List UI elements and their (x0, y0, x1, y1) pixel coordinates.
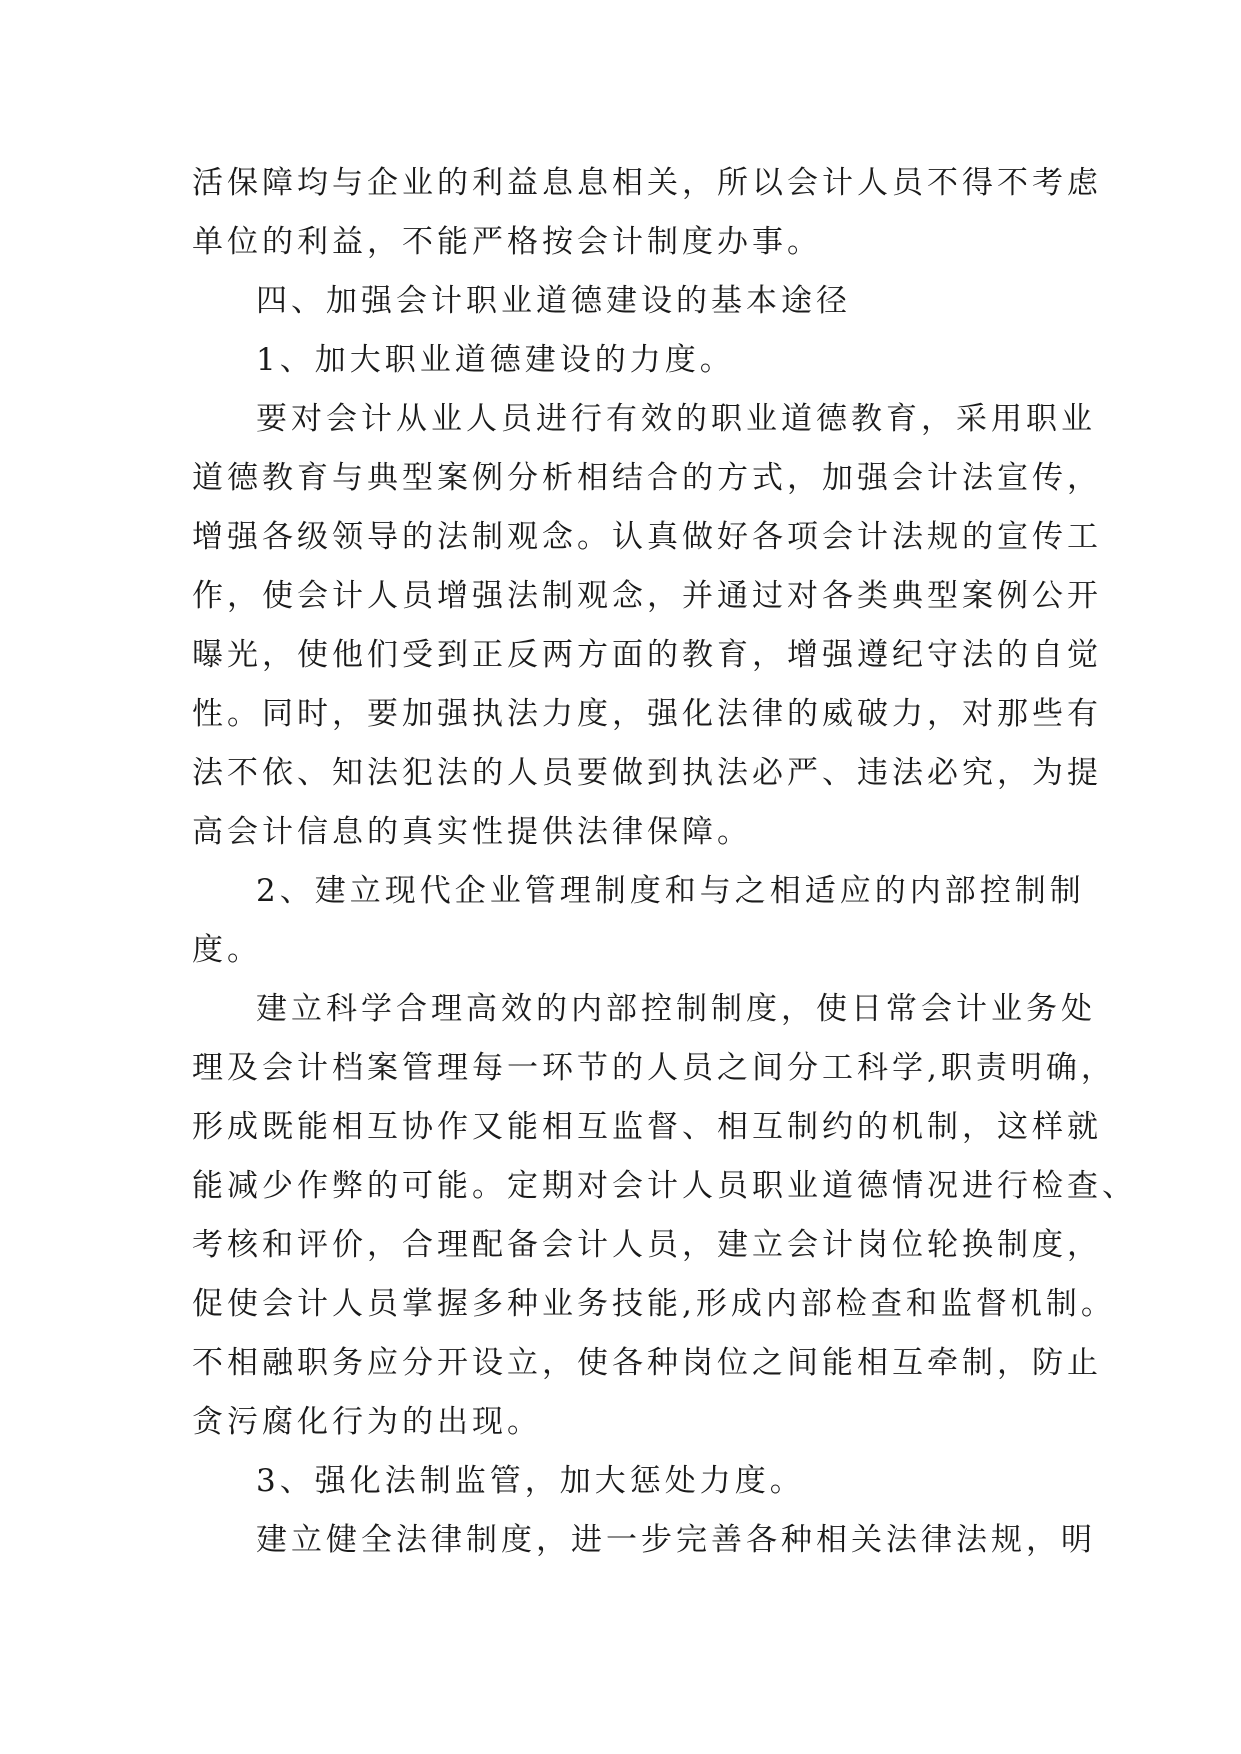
text-line: 增强各级领导的法制观念。认真做好各项会计法规的宣传工 (192, 519, 1102, 555)
text-line: 不相融职务应分开设立，使各种岗位之间能相互牵制，防止 (192, 1345, 1102, 1381)
text-line: 理及会计档案管理每一环节的人员之间分工科学,职责明确， (192, 1050, 1116, 1086)
text-line: 考核和评价，合理配备会计人员，建立会计岗位轮换制度， (192, 1227, 1102, 1263)
text-line: 形成既能相互协作又能相互监督、相互制约的机制，这样就 (192, 1109, 1102, 1145)
subsection-heading: 3、强化法制监管，加大惩处力度。 (256, 1463, 805, 1499)
text-line: 要对会计从业人员进行有效的职业道德教育，采用职业 (256, 401, 1096, 437)
text-line: 道德教育与典型案例分析相结合的方式，加强会计法宣传， (192, 460, 1102, 496)
text-line: 性。同时，要加强执法力度，强化法律的威破力，对那些有 (192, 696, 1102, 732)
text-line: 法不依、知法犯法的人员要做到执法必严、违法必究，为提 (192, 755, 1102, 791)
section-heading: 四、加强会计职业道德建设的基本途径 (256, 283, 851, 319)
text-line: 高会计信息的真实性提供法律保障。 (192, 814, 752, 850)
text-line: 作，使会计人员增强法制观念，并通过对各类典型案例公开 (192, 578, 1102, 614)
text-line: 建立科学合理高效的内部控制制度，使日常会计业务处 (256, 991, 1096, 1027)
text-line: 促使会计人员掌握多种业务技能,形成内部检查和监督机制。 (192, 1286, 1116, 1322)
subsection-heading-continued: 度。 (192, 932, 262, 968)
body-text (192, 154, 1137, 1570)
text-line: 活保障均与企业的利益息息相关，所以会计人员不得不考虑 (192, 165, 1102, 201)
subsection-heading: 1、加大职业道德建设的力度。 (256, 342, 735, 378)
text-line: 单位的利益，不能严格按会计制度办事。 (192, 224, 822, 260)
text-line: 曝光，使他们受到正反两方面的教育，增强遵纪守法的自觉 (192, 637, 1102, 673)
text-line: 建立健全法律制度，进一步完善各种相关法律法规，明 (256, 1522, 1096, 1558)
text-line: 能减少作弊的可能。定期对会计人员职业道德情况进行检查、 (192, 1168, 1137, 1204)
subsection-heading: 2、建立现代企业管理制度和与之相适应的内部控制制 (256, 873, 1085, 909)
text-line: 贪污腐化行为的出现。 (192, 1404, 542, 1440)
